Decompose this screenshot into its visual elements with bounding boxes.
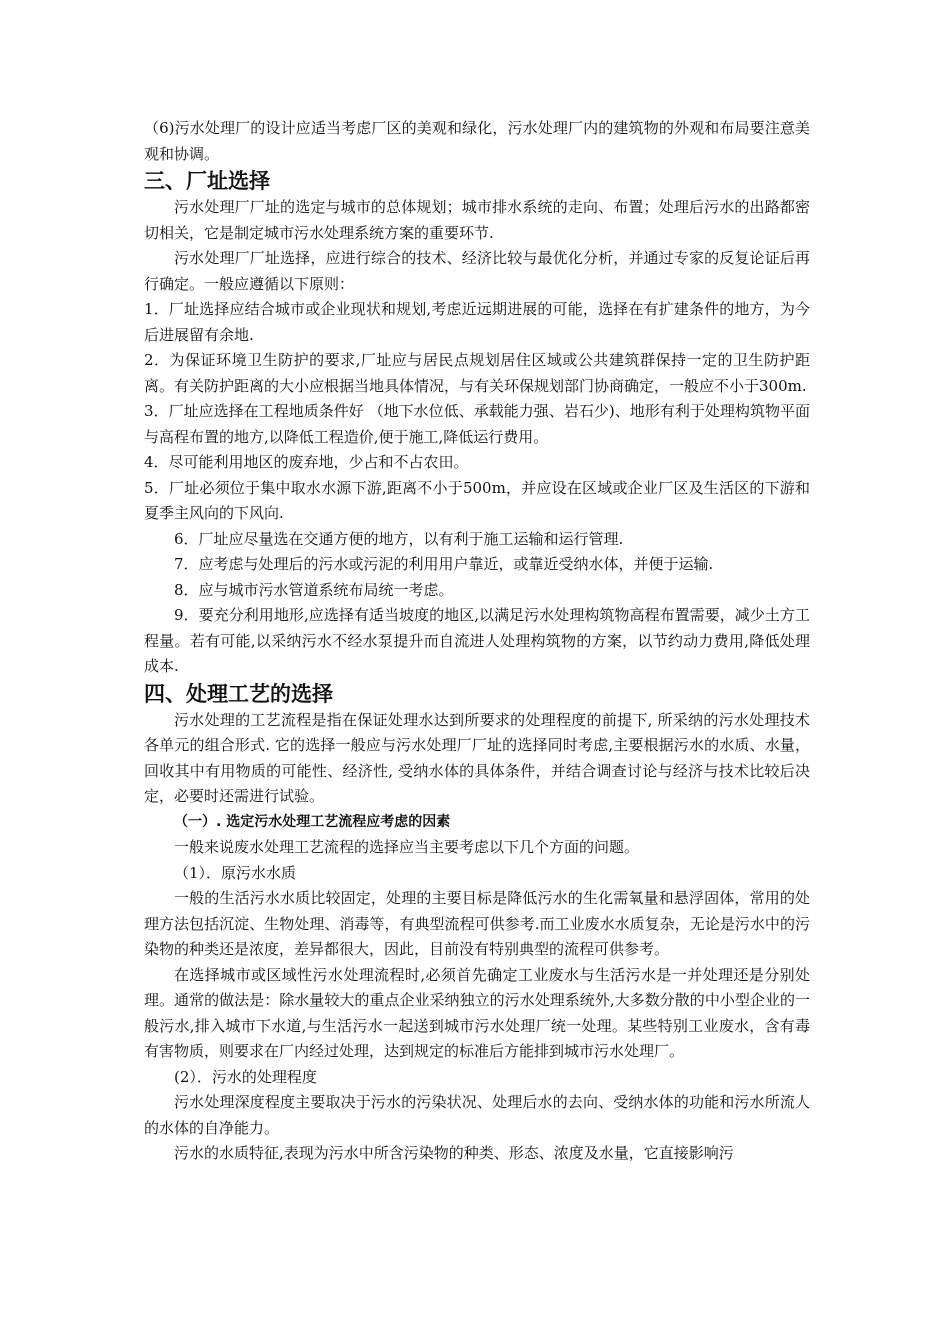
document-page [144,116,810,1167]
paragraph-design-note: （6)污水处理厂的设计应适当考虑厂区的美观和绿化，污水处理厂内的建筑物的外观和布局要注意美观和协调。 [144,119,810,163]
heading-site-selection: 三、厂址选择 [144,169,270,193]
rule-8: 8．应与城市污水管道系统布局统一考虑。 [174,580,454,599]
subheading-raw-water-quality: （1）．原污水水质 [174,863,297,882]
paragraph-site-principles: 污水处理厂厂址选择，应进行综合的技术、经济比较与最优化分析，并通过专家的反复论证后再行确定。一般应遵循以下原则： [144,249,810,293]
paragraph-treatment-degree: 污水处理深度程度主要取决于污水的污染状况、处理后水的去向、受纳水体的功能和污水所流人的水体的自净能力。 [144,1093,810,1137]
heading-process-selection: 四、处理工艺的选择 [144,681,333,706]
paragraph-water-quality-features: 污水的水质特征,表现为污水中所含污染物的种类、形态、浓度及水量，它直接影响污 [174,1144,734,1162]
paragraph-factors-intro: 一般来说废水处理工艺流程的选择应当主要考虑以下几个方面的问题。 [174,838,640,856]
rule-1: 1．厂址选择应结合城市或企业现状和规划,考虑近远期进展的可能，选择在有扩建条件的地方，为今后进展留有余地. [144,300,810,344]
rule-9: 9．要充分利用地形,应选择有适当坡度的地区,以满足污水处理构筑物高程布置需要，减少土方工程量。若有可能,以采纳污水不经水泵提升而自流进人处理构筑物的方案，以节约动力费用,降低处理成本. [144,606,810,675]
paragraph-raw-water-quality: 一般的生活污水水质比较固定，处理的主要目标是降低污水的生化需氧量和悬浮固体，常用的处理方法包括沉淀、生物处理、消毒等，有典型流程可供参考.而工业废水水质复杂，无论是污水中的污染物的种类还是浓度，差异都很大，因此，目前没有特别典型的流程可供参考。 [144,889,810,958]
rule-5: 5．厂址必须位于集中取水水源下游,距离不小于500m，并应设在区域或企业厂区及生活区的下游和夏季主风向的下风向. [144,478,810,522]
rule-4: 4．尽可能利用地区的废弃地，少占和不占农田。 [144,453,469,471]
rule-7: 7．应考虑与处理后的污水或污泥的利用用户靠近，或靠近受纳水体，并便于运输. [174,555,714,573]
subheading-factors: （一）. 选定污水处理工艺流程应考虑的因素 [174,813,451,830]
paragraph-site-intro: 污水处理厂厂址的选定与城市的总体规划；城市排水系统的走向、布置；处理后污水的出路都密切相关，它是制定城市污水处理系统方案的重要环节. [144,198,810,242]
paragraph-process-intro: 污水处理的工艺流程是指在保证处理水达到所要求的处理程度的前提下, 所采纳的污水处理技术各单元的组合形式. 它的选择一般应与污水处理厂厂址的选择同时考虑,主要根据污水的水质、水量，回收其中有用物质的可能性、经济性, 受纳水体的具体条件，并结合调查讨论与经济与技术比较后决定，必要时还需进行试验。 [144,710,810,805]
rule-3: 3．厂址应选择在工程地质条件好 （地下水位低、承载能力强、岩石少)、地形有利于处理构筑物平面与高程布置的地方,以降低工程造价,便于施工,降低运行费用。 [144,402,810,446]
rule-2: 2．为保证环境卫生防护的要求,厂址应与居民点规划居住区域或公共建筑群保持一定的卫生防护距离。有关防护距离的大小应根据当地具体情况，与有关环保规划部门协商确定，一般应不小于300m. [144,351,810,395]
subheading-treatment-degree: (2）．污水的处理程度 [174,1067,317,1086]
paragraph-city-process: 在选择城市或区域性污水处理流程时,必须首先确定工业废水与生活污水是一并处理还是分别处理。通常的做法是：除水量较大的重点企业采纳独立的污水处理系统外,大多数分散的中小型企业的一般污水,排入城市下水道,与生活污水一起送到城市污水处理厂统一处理。某些特别工业废水，含有毒有害物质，则要求在厂内经过处理，达到规定的标准后方能排到城市污水处理厂。 [144,965,810,1060]
rule-6: 6．厂址应尽量选在交通方便的地方，以有利于施工运输和运行管理. [174,529,624,548]
